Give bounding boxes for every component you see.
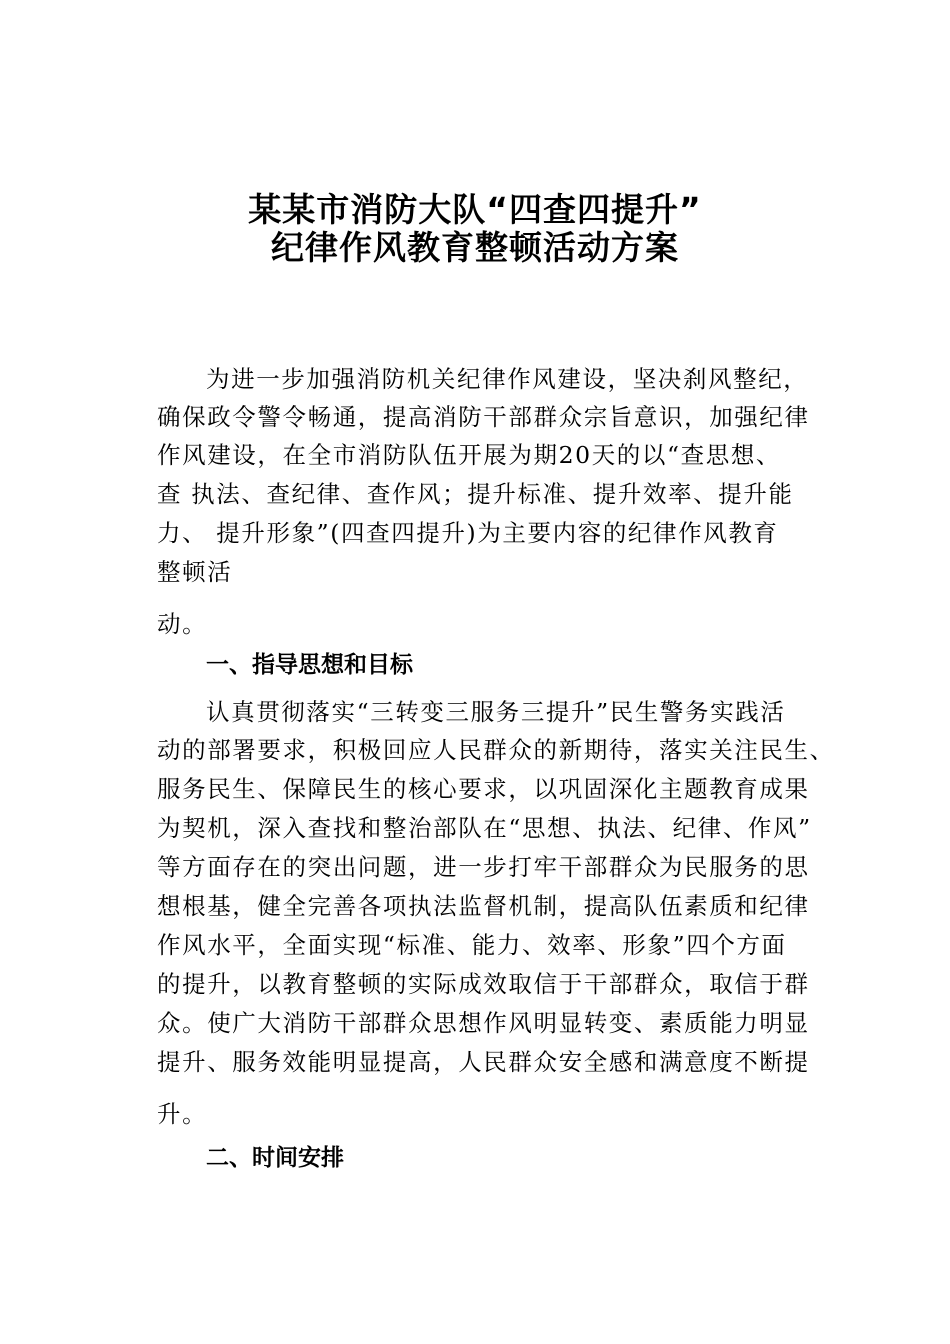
intro-line: 力、 提升形象”(四查四提升)为主要内容的纪律作风教育 [157,519,779,547]
section1-line: 服务民生、保障民生的核心要求，以巩固深化主题教育成果 [157,775,810,803]
intro-line: 作风建设，在全市消防队伍开展为期20天的以“查思想、 [157,441,782,469]
section1-line: 动的部署要求，积极回应人民群众的新期待，落实关注民生、 [157,736,835,764]
section1-line: 为契机，深入查找和整治部队在“思想、执法、纪律、作风” [157,814,812,842]
document-title-line-2: 纪律作风教育整顿活动方案 [271,228,679,267]
intro-line: 为进一步加强消防机关纪律作风建设，坚决刹风整纪， [206,365,809,393]
intro-line: 动。 [157,610,208,638]
intro-line: 整顿活 [157,558,233,586]
intro-line: 确保政令警令畅通，提高消防干部群众宗旨意识，加强纪律 [157,403,810,431]
section1-line: 想根基，健全完善各项执法监督机制，提高队伍素质和纪律 [157,892,810,920]
document-title-line-1: 某某市消防大队“四查四提升” [248,190,702,229]
section1-line: 作风水平，全面实现“标准、能力、效率、形象”四个方面 [157,931,787,959]
section1-line: 升。 [157,1100,208,1128]
intro-line: 查 执法、查纪律、查作风；提升标准、提升效率、提升能 [157,480,794,508]
section-heading-guiding-principles: 一、指导思想和目标 [206,652,413,678]
section1-line: 提升、服务效能明显提高，人民群众安全感和满意度不断提 [157,1048,810,1076]
section1-line: 众。使广大消防干部群众思想作风明显转变、素质能力明显 [157,1009,810,1037]
section1-line: 认真贯彻落实“三转变三服务三提升”民生警务实践活 [206,698,786,726]
section1-line: 等方面存在的突出问题，进一步打牢干部群众为民服务的思 [157,853,810,881]
section-heading-schedule: 二、时间安排 [206,1145,344,1171]
section1-line: 的提升，以教育整顿的实际成效取信于干部群众，取信于群 [157,970,810,998]
